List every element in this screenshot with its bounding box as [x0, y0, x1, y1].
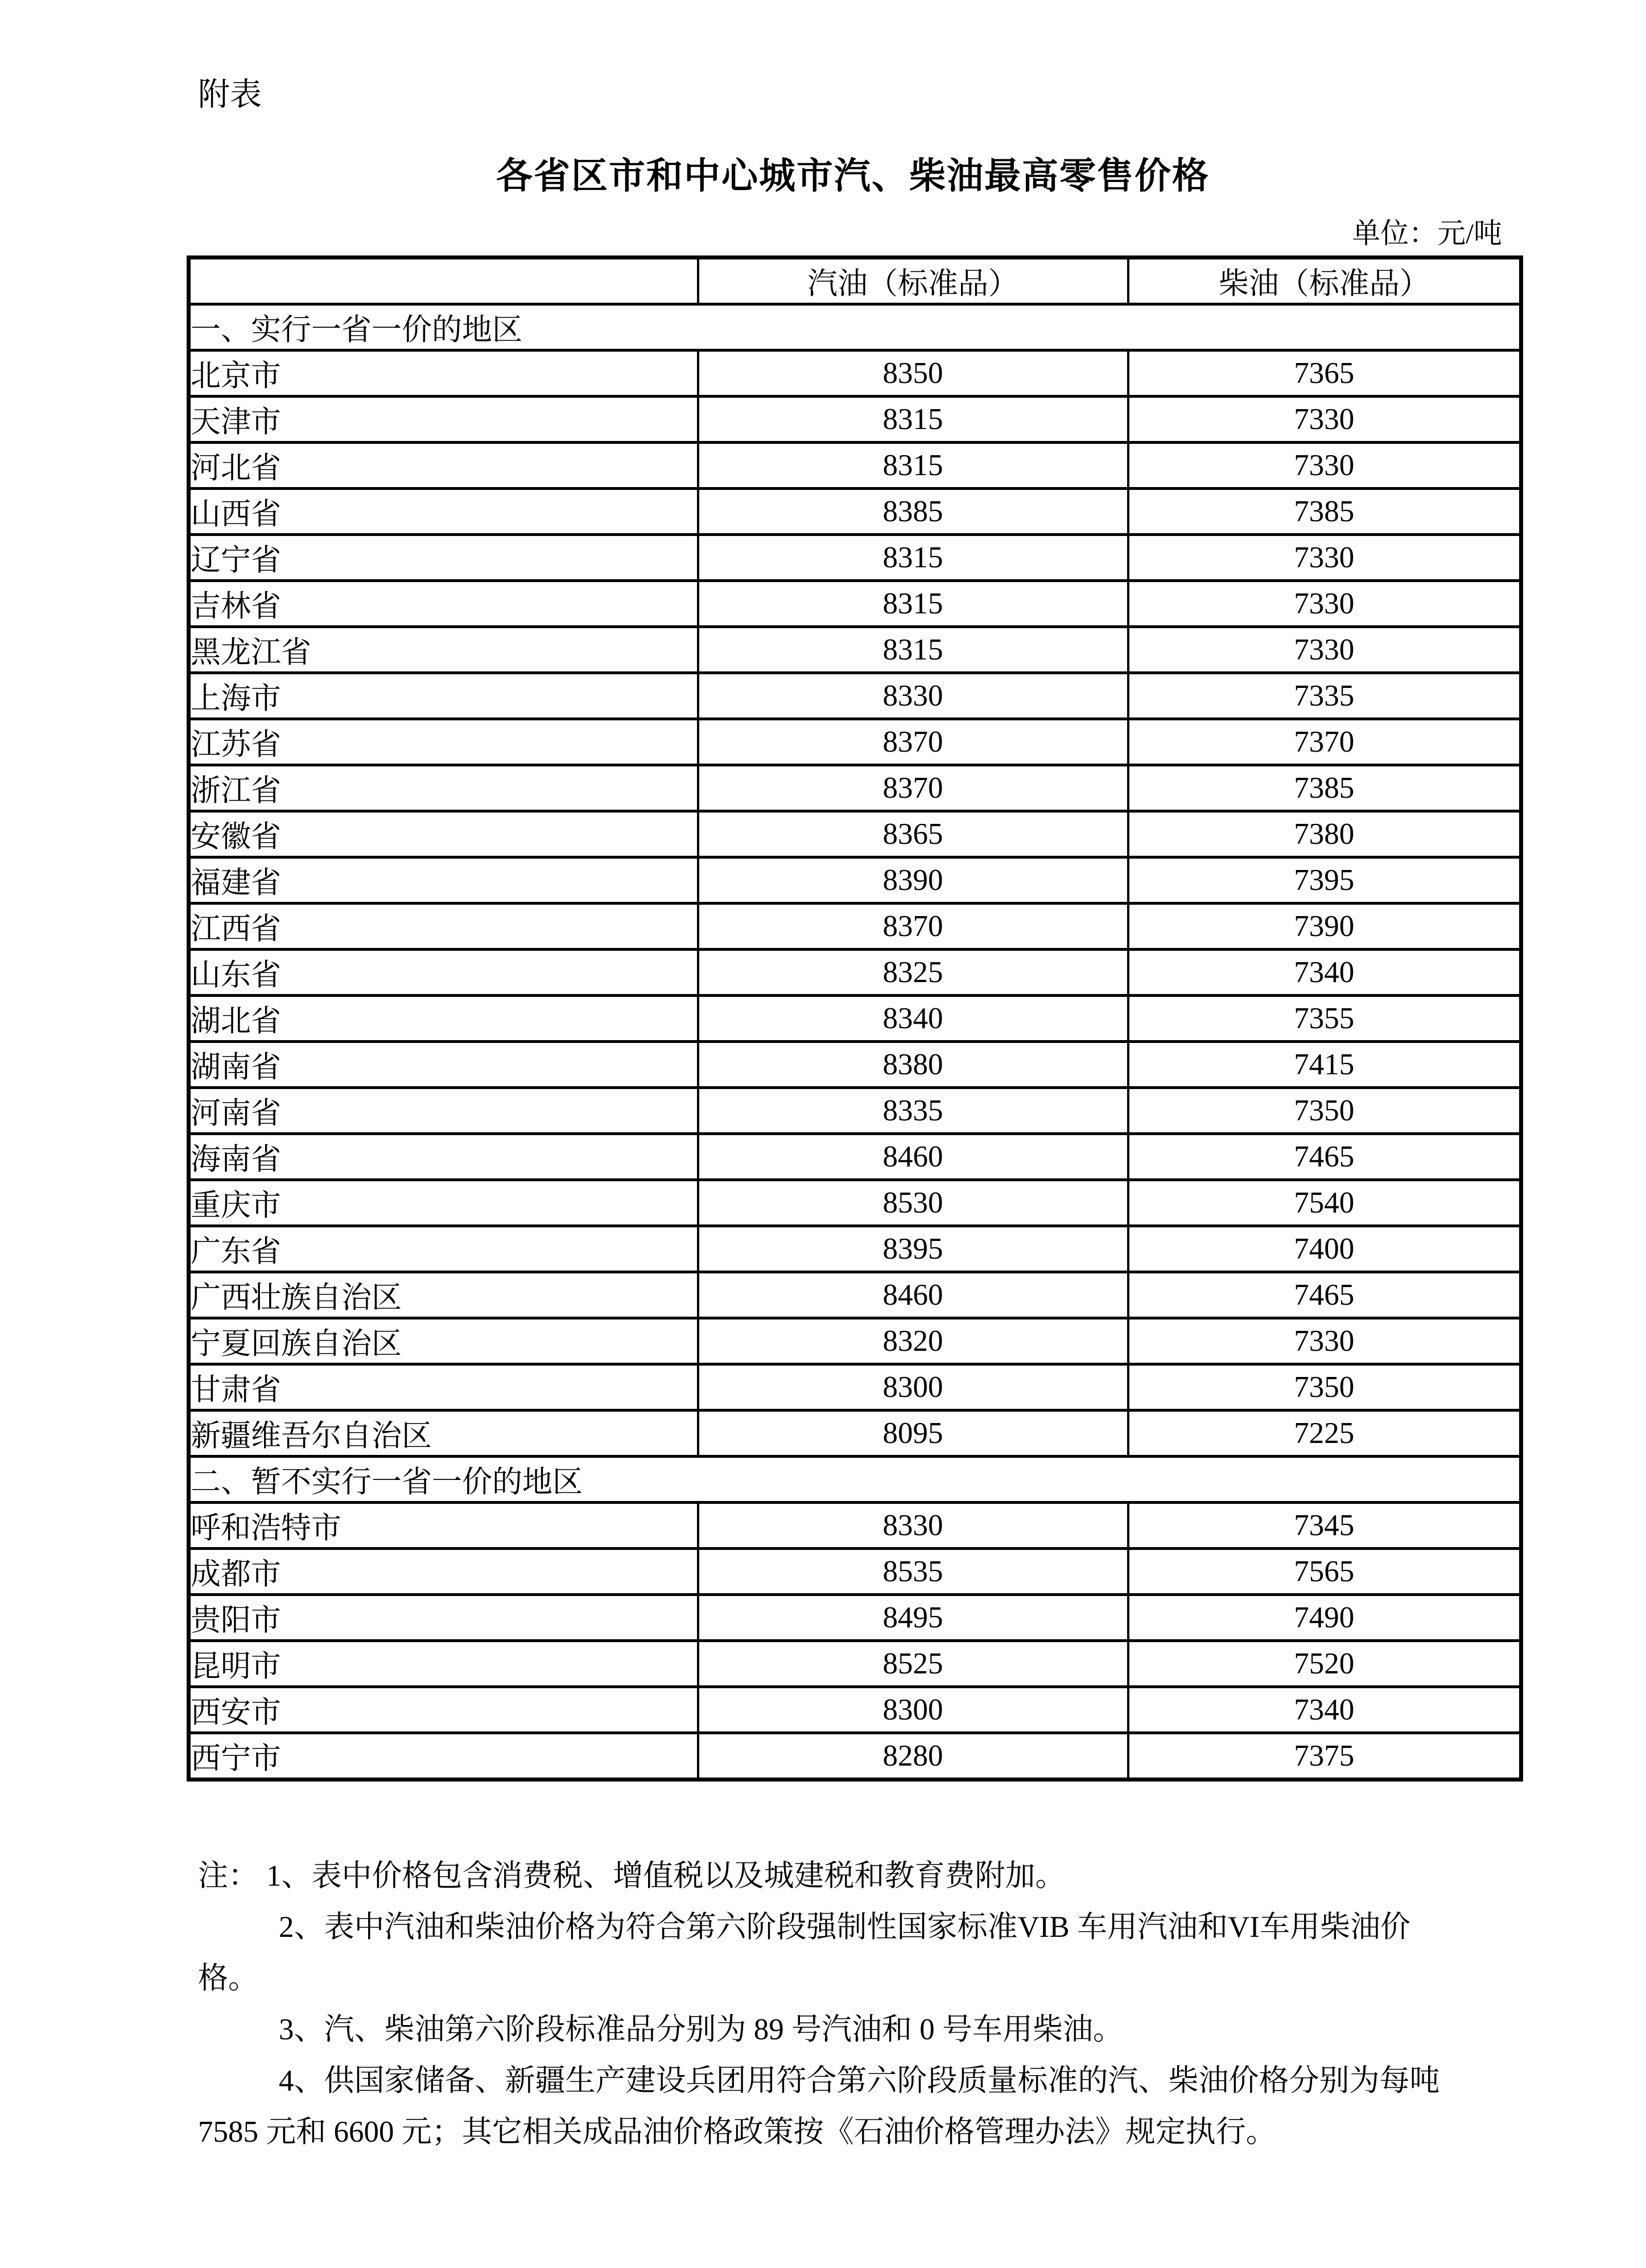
gasoline-price-cell: 8315: [698, 397, 1128, 443]
table-row: [189, 1134, 1521, 1180]
gasoline-price-cell: 8460: [698, 1134, 1128, 1180]
gasoline-price-cell: 8330: [698, 1503, 1128, 1549]
region-cell: 天津市: [189, 397, 698, 443]
table-row: [189, 1088, 1521, 1134]
section-header-row: [189, 1457, 1521, 1503]
gasoline-price-cell: 8315: [698, 535, 1128, 581]
region-cell: 成都市: [189, 1549, 698, 1595]
region-cell: 上海市: [189, 673, 698, 719]
diesel-price-cell: 7415: [1128, 1042, 1521, 1088]
diesel-price-cell: 7365: [1128, 350, 1521, 397]
column-header-diesel: 柴油（标准品）: [1128, 258, 1521, 304]
diesel-price-cell: 7345: [1128, 1503, 1521, 1549]
table-row: [189, 443, 1521, 489]
gasoline-price-cell: 8370: [698, 765, 1128, 811]
price-table: [187, 255, 1523, 1782]
table-row: [189, 857, 1521, 904]
table-row: [189, 1042, 1521, 1088]
page-title: 各省区市和中心城市汽、柴油最高零售价格: [496, 155, 1210, 196]
gasoline-price-cell: 8335: [698, 1088, 1128, 1134]
gasoline-price-cell: 8380: [698, 1042, 1128, 1088]
table-row: [189, 1318, 1521, 1364]
gasoline-price-cell: 8330: [698, 673, 1128, 719]
gasoline-price-cell: 8095: [698, 1411, 1128, 1457]
gasoline-price-cell: 8535: [698, 1549, 1128, 1595]
table-row: [189, 489, 1521, 535]
region-cell: 呼和浩特市: [189, 1503, 698, 1549]
gasoline-price-cell: 8370: [698, 719, 1128, 765]
table-row: [189, 765, 1521, 811]
table-row: [189, 996, 1521, 1042]
gasoline-price-cell: 8300: [698, 1364, 1128, 1411]
region-cell: 昆明市: [189, 1641, 698, 1687]
diesel-price-cell: 7520: [1128, 1641, 1521, 1687]
notes-label: 注：: [198, 1859, 258, 1892]
region-cell: 广东省: [189, 1226, 698, 1272]
gasoline-price-cell: 8315: [698, 581, 1128, 627]
section-header-cell: 二、暂不实行一省一价的地区: [189, 1457, 1521, 1503]
note-line: [198, 1850, 1575, 1902]
gasoline-price-cell: 8320: [698, 1318, 1128, 1364]
diesel-price-cell: 7370: [1128, 719, 1521, 765]
table-row: [189, 719, 1521, 765]
region-cell: 浙江省: [189, 765, 698, 811]
region-cell: 安徽省: [189, 811, 698, 857]
region-cell: 湖北省: [189, 996, 698, 1042]
table-row: [189, 535, 1521, 581]
table-row: [189, 1411, 1521, 1457]
region-cell: 辽宁省: [189, 535, 698, 581]
table-row: [189, 350, 1521, 397]
table-row: [189, 1733, 1521, 1780]
table-row: [189, 1641, 1521, 1687]
note-text: 1、表中价格包含消费税、增值税以及城建税和教育费附加。: [266, 1859, 1066, 1892]
note-line: 格。: [198, 1962, 258, 1995]
diesel-price-cell: 7465: [1128, 1272, 1521, 1318]
table-row: [189, 811, 1521, 857]
diesel-price-cell: 7395: [1128, 857, 1521, 904]
diesel-price-cell: 7385: [1128, 765, 1521, 811]
table-row: [189, 904, 1521, 950]
table-body: [189, 304, 1521, 1780]
region-cell: 江苏省: [189, 719, 698, 765]
table-row: [189, 1272, 1521, 1318]
diesel-price-cell: 7225: [1128, 1411, 1521, 1457]
region-cell: 湖南省: [189, 1042, 698, 1088]
table-row: [189, 397, 1521, 443]
gasoline-price-cell: 8340: [698, 996, 1128, 1042]
table-row: [189, 1503, 1521, 1549]
diesel-price-cell: 7400: [1128, 1226, 1521, 1272]
region-cell: 海南省: [189, 1134, 698, 1180]
diesel-price-cell: 7355: [1128, 996, 1521, 1042]
region-cell: 贵阳市: [189, 1595, 698, 1641]
table-row: [189, 673, 1521, 719]
gasoline-price-cell: 8325: [698, 950, 1128, 996]
region-cell: 广西壮族自治区: [189, 1272, 698, 1318]
diesel-price-cell: 7350: [1128, 1364, 1521, 1411]
gasoline-price-cell: 8395: [698, 1226, 1128, 1272]
region-cell: 重庆市: [189, 1180, 698, 1226]
gasoline-price-cell: 8385: [698, 489, 1128, 535]
note-line: 4、供国家储备、新疆生产建设兵团用符合第六阶段质量标准的汽、柴油价格分别为每吨: [279, 2064, 1440, 2097]
diesel-price-cell: 7340: [1128, 950, 1521, 996]
diesel-price-cell: 7330: [1128, 443, 1521, 489]
diesel-price-cell: 7390: [1128, 904, 1521, 950]
region-cell: 北京市: [189, 350, 698, 397]
diesel-price-cell: 7330: [1128, 397, 1521, 443]
region-cell: 河南省: [189, 1088, 698, 1134]
region-cell: 西宁市: [189, 1733, 698, 1780]
region-cell: 宁夏回族自治区: [189, 1318, 698, 1364]
table-header-row: [189, 258, 1521, 304]
appendix-label: 附表: [198, 77, 262, 113]
diesel-price-cell: 7350: [1128, 1088, 1521, 1134]
gasoline-price-cell: 8315: [698, 443, 1128, 489]
region-cell: 山东省: [189, 950, 698, 996]
diesel-price-cell: 7490: [1128, 1595, 1521, 1641]
note-line: 3、汽、柴油第六阶段标准品分别为 89 号汽油和 0 号车用柴油。: [279, 2013, 1123, 2046]
gasoline-price-cell: 8390: [698, 857, 1128, 904]
unit-label: 单位：元/吨: [1352, 217, 1502, 249]
region-cell: 江西省: [189, 904, 698, 950]
table-row: [189, 1364, 1521, 1411]
region-cell: 吉林省: [189, 581, 698, 627]
gasoline-price-cell: 8530: [698, 1180, 1128, 1226]
diesel-price-cell: 7335: [1128, 673, 1521, 719]
table-row: [189, 1549, 1521, 1595]
section-header-cell: 一、实行一省一价的地区: [189, 304, 1521, 350]
table-row: [189, 1687, 1521, 1733]
gasoline-price-cell: 8350: [698, 350, 1128, 397]
table-row: [189, 627, 1521, 673]
column-header-region: [189, 258, 698, 304]
diesel-price-cell: 7340: [1128, 1687, 1521, 1733]
table-row: [189, 581, 1521, 627]
diesel-price-cell: 7385: [1128, 489, 1521, 535]
diesel-price-cell: 7380: [1128, 811, 1521, 857]
region-cell: 新疆维吾尔自治区: [189, 1411, 698, 1457]
region-cell: 西安市: [189, 1687, 698, 1733]
note-line: 7585 元和 6600 元；其它相关成品油价格政策按《石油价格管理办法》规定执行。: [198, 2116, 1276, 2149]
gasoline-price-cell: 8460: [698, 1272, 1128, 1318]
notes: [198, 1850, 1575, 2158]
diesel-price-cell: 7375: [1128, 1733, 1521, 1780]
gasoline-price-cell: 8370: [698, 904, 1128, 950]
table-row: [189, 950, 1521, 996]
diesel-price-cell: 7330: [1128, 535, 1521, 581]
region-cell: 山西省: [189, 489, 698, 535]
region-cell: 河北省: [189, 443, 698, 489]
diesel-price-cell: 7465: [1128, 1134, 1521, 1180]
table-row: [189, 1180, 1521, 1226]
diesel-price-cell: 7330: [1128, 581, 1521, 627]
region-cell: 黑龙江省: [189, 627, 698, 673]
gasoline-price-cell: 8315: [698, 627, 1128, 673]
gasoline-price-cell: 8525: [698, 1641, 1128, 1687]
table-row: [189, 1226, 1521, 1272]
diesel-price-cell: 7540: [1128, 1180, 1521, 1226]
gasoline-price-cell: 8280: [698, 1733, 1128, 1780]
table-row: [189, 1595, 1521, 1641]
section-header-row: [189, 304, 1521, 350]
gasoline-price-cell: 8300: [698, 1687, 1128, 1733]
column-header-gasoline: 汽油（标准品）: [698, 258, 1128, 304]
diesel-price-cell: 7330: [1128, 627, 1521, 673]
diesel-price-cell: 7330: [1128, 1318, 1521, 1364]
region-cell: 甘肃省: [189, 1364, 698, 1411]
gasoline-price-cell: 8495: [698, 1595, 1128, 1641]
gasoline-price-cell: 8365: [698, 811, 1128, 857]
region-cell: 福建省: [189, 857, 698, 904]
note-line: 2、表中汽油和柴油价格为符合第六阶段强制性国家标准VIB 车用汽油和VI车用柴油价: [279, 1911, 1410, 1944]
diesel-price-cell: 7565: [1128, 1549, 1521, 1595]
